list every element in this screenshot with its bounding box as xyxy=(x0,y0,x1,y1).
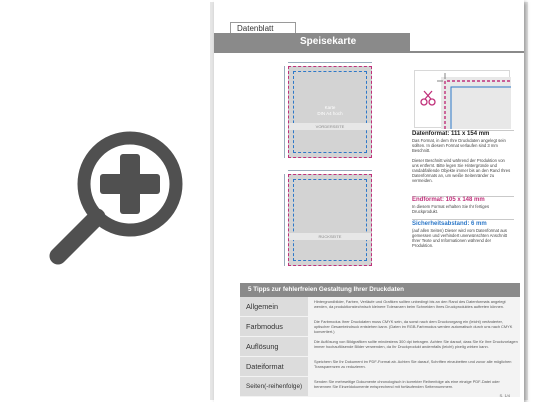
datasheet-document[interactable] xyxy=(214,0,524,402)
info-divider xyxy=(412,219,514,220)
back-page-mockup xyxy=(288,174,372,266)
safety-distance-title: Sicherheitsabstand: 6 mm xyxy=(412,221,487,227)
tip-text: Die Farbmodus Ihrer Druckdaten muss CMYK sein, da sonst nach dem Druckvorgang ein (leicht) veränderter, optischer Gesamteindruck entstehen kann. (Daten im RGB-Farbmodus werden automatisch durch uns nach CMYK konvertiert.) xyxy=(314,319,513,334)
tip-row xyxy=(240,337,520,357)
data-format-text: Das Format, in dem Ihre Druckdaten angelegt sein sollten. In diesem Format verlaufen sind 3 mm Beschnitt. xyxy=(412,138,506,153)
page-title: Speisekarte xyxy=(214,33,410,51)
tip-text: Die Auflösung von Bildgrafiken sollte mindestens 300 dpi betragen. Achten Sie darauf, dass Sie für Ihre Druckvorlagen immer hochauflösende Bilder verwenden, da Ihr Druckprodukt andernfalls (leicht) pixelig wirken kann. xyxy=(314,339,518,349)
tip-label: Allgemein xyxy=(240,297,308,316)
tip-label: Farbmodus xyxy=(240,317,308,336)
tip-label: Seiten(-reihenfolge) xyxy=(240,377,308,396)
final-format-info xyxy=(412,198,512,214)
tip-label: Auflösung xyxy=(240,337,308,356)
format-label: Karte xyxy=(324,105,336,110)
page-number: S. 1/4 xyxy=(499,393,510,398)
scissors-icon xyxy=(419,89,437,107)
safety-distance-text: (auf allen Seiten) Dieser wird vom Datenformat aus gemessen und verhindert unerwünschten Anschnitt Ihrer Texte und Informationen während der Produktion. xyxy=(412,228,507,248)
safety-distance-info xyxy=(412,222,512,248)
title-divider xyxy=(214,51,524,53)
back-side-label: RÜCKSEITE xyxy=(289,233,371,240)
tip-row xyxy=(240,357,520,377)
format-sublabel: DIN A4 hoch xyxy=(317,111,343,116)
height-dimension-line xyxy=(284,174,285,266)
tip-row xyxy=(240,297,520,317)
data-format-info xyxy=(412,132,512,153)
tips-heading: 5 Tipps zur fehlerfreien Gestaltung Ihrer Druckdaten xyxy=(240,283,520,297)
final-format-text: In diesem Format erhalten Sie Ihr fertiges Druckprodukt. xyxy=(412,204,490,214)
corner-detail-box xyxy=(414,70,510,128)
data-format-title: Datenformat: 111 x 154 mm xyxy=(412,131,490,137)
tip-label: Dateiformat xyxy=(240,357,308,376)
tip-text: Hintergrundbilder, Farben, Verläufe und Grafiken sollten unbedingt bis an den Rand des Datenformats angelegt werden, da produktionstechnisch kleinere Toleranzen beim Schneiden Ihres Druckproduktes auftreten können. xyxy=(314,299,506,309)
cut-note: Dieser Beschnitt wird während der Produktion von uns entfernt. Bitte legen Sie Hintergründe und randabfallende Objekte immer bis an den Rand Ihres Datenformats an, um weiße Seitenränder zu vermeiden. xyxy=(412,158,511,183)
final-format-title: Endformat: 105 x 148 mm xyxy=(412,197,485,203)
front-side-label: VORDERSEITE xyxy=(289,123,371,130)
tip-row xyxy=(240,377,520,397)
datasheet-tab: Datenblatt xyxy=(230,22,296,34)
height-dimension-line xyxy=(284,66,285,158)
width-dimension-line xyxy=(288,62,372,63)
tip-text: Senden Sie mehrseitige Dokumente chronologisch in korrekter Reihenfolge als eine einzige PDF-Datei oder benennen Sie Einzeldokumente entsprechend mit fortlaufenden Seitennummern. xyxy=(314,379,500,389)
front-page-mockup xyxy=(288,66,372,158)
width-dimension-line xyxy=(288,170,372,171)
zoom-magnifier-icon[interactable] xyxy=(48,128,186,266)
safety-area-outline xyxy=(293,179,367,261)
tip-row xyxy=(240,317,520,337)
tip-text: Speichern Sie Ihr Dokument im PDF-Format ab. Achten Sie darauf, Schriften einzubetten und zuvor alle möglichen Transparenzen zu reduzieren. xyxy=(314,359,512,369)
